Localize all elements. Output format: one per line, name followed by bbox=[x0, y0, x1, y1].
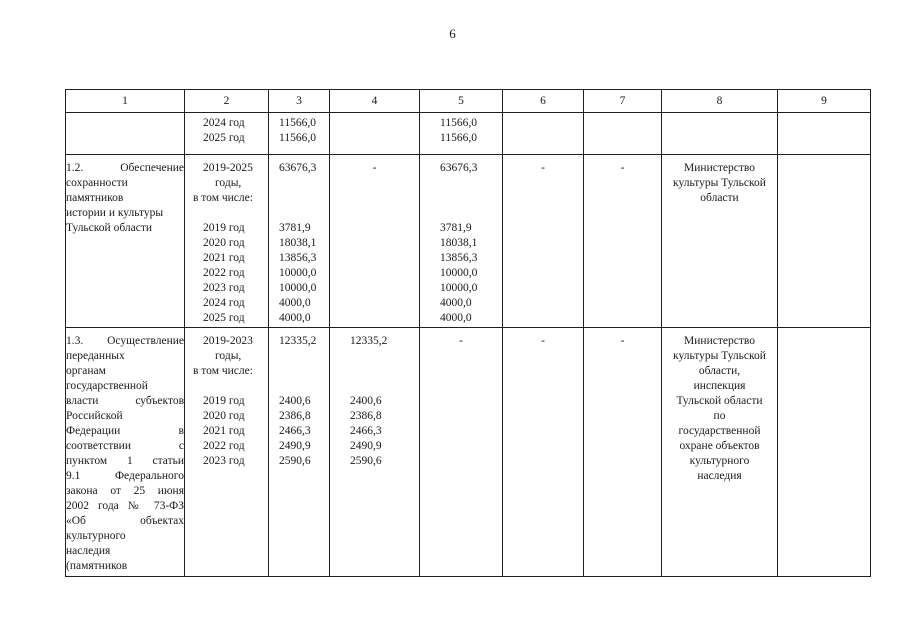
other-sources-cell bbox=[584, 155, 662, 328]
executor-line: государственной bbox=[678, 425, 761, 437]
dash: - bbox=[372, 162, 377, 174]
name-line: органам bbox=[66, 365, 106, 377]
col9-cell bbox=[778, 155, 871, 328]
dash: - bbox=[541, 162, 545, 174]
year-label: 2024 год bbox=[203, 297, 245, 309]
regional-budget-cell bbox=[420, 113, 503, 155]
amount-value: 2590,6 bbox=[279, 455, 311, 467]
amount-value: 18038,1 bbox=[279, 237, 317, 249]
executor-line: области bbox=[700, 192, 739, 204]
years-cell bbox=[185, 328, 269, 577]
table-row bbox=[66, 328, 871, 577]
federal-budget-cell bbox=[330, 328, 420, 577]
executor-cell bbox=[662, 328, 778, 577]
amount-value: 2466,3 bbox=[350, 425, 382, 437]
header-cell: 1 bbox=[66, 90, 185, 113]
federal-budget-cell bbox=[330, 113, 420, 155]
name-line: пунктом 1 статьи bbox=[66, 455, 184, 467]
period-sub: в том числе: bbox=[193, 192, 253, 204]
header-cell: 6 bbox=[503, 90, 584, 113]
amount-value: 4000,0 bbox=[279, 297, 311, 309]
name-line: 1.2. Обеспечение bbox=[66, 162, 184, 174]
col9-cell bbox=[778, 113, 871, 155]
table-row bbox=[66, 113, 871, 155]
year-label: 2021 год bbox=[203, 425, 245, 437]
name-line: истории и культуры bbox=[66, 207, 164, 219]
amount-total: 12335,2 bbox=[350, 335, 388, 347]
name-line: 2002 года № 73-ФЗ bbox=[66, 500, 184, 512]
amount-value: 18038,1 bbox=[440, 237, 478, 249]
amount-value: 10000,0 bbox=[440, 282, 478, 294]
name-line: культурного bbox=[66, 530, 126, 542]
name-line: памятников bbox=[66, 192, 124, 204]
page-number: 6 bbox=[449, 26, 456, 41]
local-budget-cell bbox=[503, 328, 584, 577]
name-cell bbox=[66, 113, 185, 155]
header-row bbox=[66, 90, 871, 113]
executor-line: инспекция bbox=[693, 380, 746, 392]
executor-line: Тульской области bbox=[676, 395, 763, 407]
header-cell: 7 bbox=[584, 90, 662, 113]
regional-budget-cell bbox=[420, 328, 503, 577]
period-label: 2019-2023 bbox=[203, 335, 253, 347]
amount-value: 2590,6 bbox=[350, 455, 382, 467]
other-sources-cell bbox=[584, 328, 662, 577]
year-label: 2020 год bbox=[203, 237, 245, 249]
amount-total: 63676,3 bbox=[279, 162, 317, 174]
amount-value: 2386,8 bbox=[350, 410, 382, 422]
dash: - bbox=[541, 335, 545, 347]
name-line: Тульской области bbox=[66, 222, 153, 234]
years-cell bbox=[185, 113, 269, 155]
header-cell: 5 bbox=[420, 90, 503, 113]
name-line: 1.3. Осуществление bbox=[66, 335, 184, 347]
other-sources-cell bbox=[584, 113, 662, 155]
name-line: переданных bbox=[66, 350, 125, 362]
executor-line: по bbox=[713, 410, 726, 422]
period-sub: в том числе: bbox=[193, 365, 253, 377]
year-label: 2021 год bbox=[203, 252, 245, 264]
executor-line: культуры Тульской bbox=[673, 177, 766, 189]
period-label: 2019-2025 bbox=[203, 162, 253, 174]
amount-value: 10000,0 bbox=[440, 267, 478, 279]
year-label: 2019 год bbox=[203, 222, 245, 234]
executor-cell bbox=[662, 113, 778, 155]
amount-total-cell bbox=[269, 328, 330, 577]
years-cell bbox=[185, 155, 269, 328]
name-line: Российской bbox=[66, 410, 123, 422]
dash: - bbox=[459, 335, 463, 347]
federal-budget-cell bbox=[330, 155, 420, 328]
amount-value: 2490,9 bbox=[279, 440, 311, 452]
amount-value: 13856,3 bbox=[279, 252, 317, 264]
executor-line: Министерство bbox=[684, 335, 755, 347]
amount-value: 2386,8 bbox=[279, 410, 311, 422]
name-line: 9.1 Федерального bbox=[66, 470, 184, 482]
executor-line: культурного bbox=[689, 455, 750, 467]
header-cell: 9 bbox=[778, 90, 871, 113]
amount-value: 4000,0 bbox=[440, 297, 472, 309]
program-table bbox=[65, 89, 871, 577]
amount-value: 2400,6 bbox=[279, 395, 311, 407]
table-row bbox=[66, 155, 871, 328]
year-label: 2022 год bbox=[203, 267, 245, 279]
name-line: закона от 25 июня bbox=[66, 485, 184, 497]
name-line: государственной bbox=[66, 380, 148, 392]
year-label: 2025 год bbox=[203, 312, 245, 324]
amount-value: 2490,9 bbox=[350, 440, 382, 452]
amount-value: 4000,0 bbox=[440, 312, 472, 324]
local-budget-cell bbox=[503, 113, 584, 155]
col9-cell bbox=[778, 328, 871, 577]
executor-cell bbox=[662, 155, 778, 328]
amount-total: 63676,3 bbox=[440, 162, 478, 174]
amount-value: 11566,0 bbox=[279, 117, 316, 129]
period-sub: годы, bbox=[215, 177, 242, 189]
amount-total-cell bbox=[269, 113, 330, 155]
amount-value: 3781,9 bbox=[279, 222, 311, 234]
dash: - bbox=[620, 162, 625, 174]
header-cell: 3 bbox=[269, 90, 330, 113]
name-line: Федерации в bbox=[66, 425, 184, 437]
regional-budget-cell bbox=[420, 155, 503, 328]
name-line: «Об объектах bbox=[66, 515, 184, 527]
amount-value: 3781,9 bbox=[440, 222, 472, 234]
executor-line: наследия bbox=[697, 470, 742, 482]
header-cell: 8 bbox=[662, 90, 778, 113]
header-cell: 4 bbox=[330, 90, 420, 113]
amount-value: 2466,3 bbox=[279, 425, 311, 437]
executor-line: охране объектов bbox=[679, 440, 760, 452]
amount-total-cell bbox=[269, 155, 330, 328]
header-cell: 2 bbox=[185, 90, 269, 113]
period-sub: годы, bbox=[215, 350, 242, 362]
amount-value: 10000,0 bbox=[279, 267, 317, 279]
amount-value: 10000,0 bbox=[279, 282, 317, 294]
year-label: 2023 год bbox=[203, 455, 245, 467]
amount-value: 11566,0 bbox=[279, 132, 316, 144]
local-budget-cell bbox=[503, 155, 584, 328]
amount-value: 2400,6 bbox=[350, 395, 382, 407]
name-line: власти субъектов bbox=[66, 395, 184, 407]
executor-line: Министерство bbox=[684, 162, 755, 174]
name-cell bbox=[66, 155, 185, 328]
amount-value: 4000,0 bbox=[279, 312, 311, 324]
name-cell bbox=[66, 328, 185, 577]
name-line: соответствии с bbox=[66, 440, 184, 452]
name-line: наследия bbox=[66, 545, 111, 557]
amount-total: 12335,2 bbox=[279, 335, 317, 347]
amount-value: 11566,0 bbox=[440, 117, 477, 129]
amount-value: 13856,3 bbox=[440, 252, 478, 264]
executor-line: области, bbox=[698, 365, 741, 377]
name-line: (памятников bbox=[66, 560, 128, 572]
name-line: сохранности bbox=[66, 177, 128, 189]
year-label: 2023 год bbox=[203, 282, 245, 294]
year-label: 2020 год bbox=[203, 410, 245, 422]
year-label: 2025 год bbox=[203, 132, 245, 144]
year-label: 2019 год bbox=[203, 395, 245, 407]
year-label: 2022 год bbox=[203, 440, 245, 452]
amount-value: 11566,0 bbox=[440, 132, 477, 144]
year-label: 2024 год bbox=[203, 117, 245, 129]
executor-line: культуры Тульской bbox=[673, 350, 766, 362]
dash: - bbox=[620, 335, 625, 347]
